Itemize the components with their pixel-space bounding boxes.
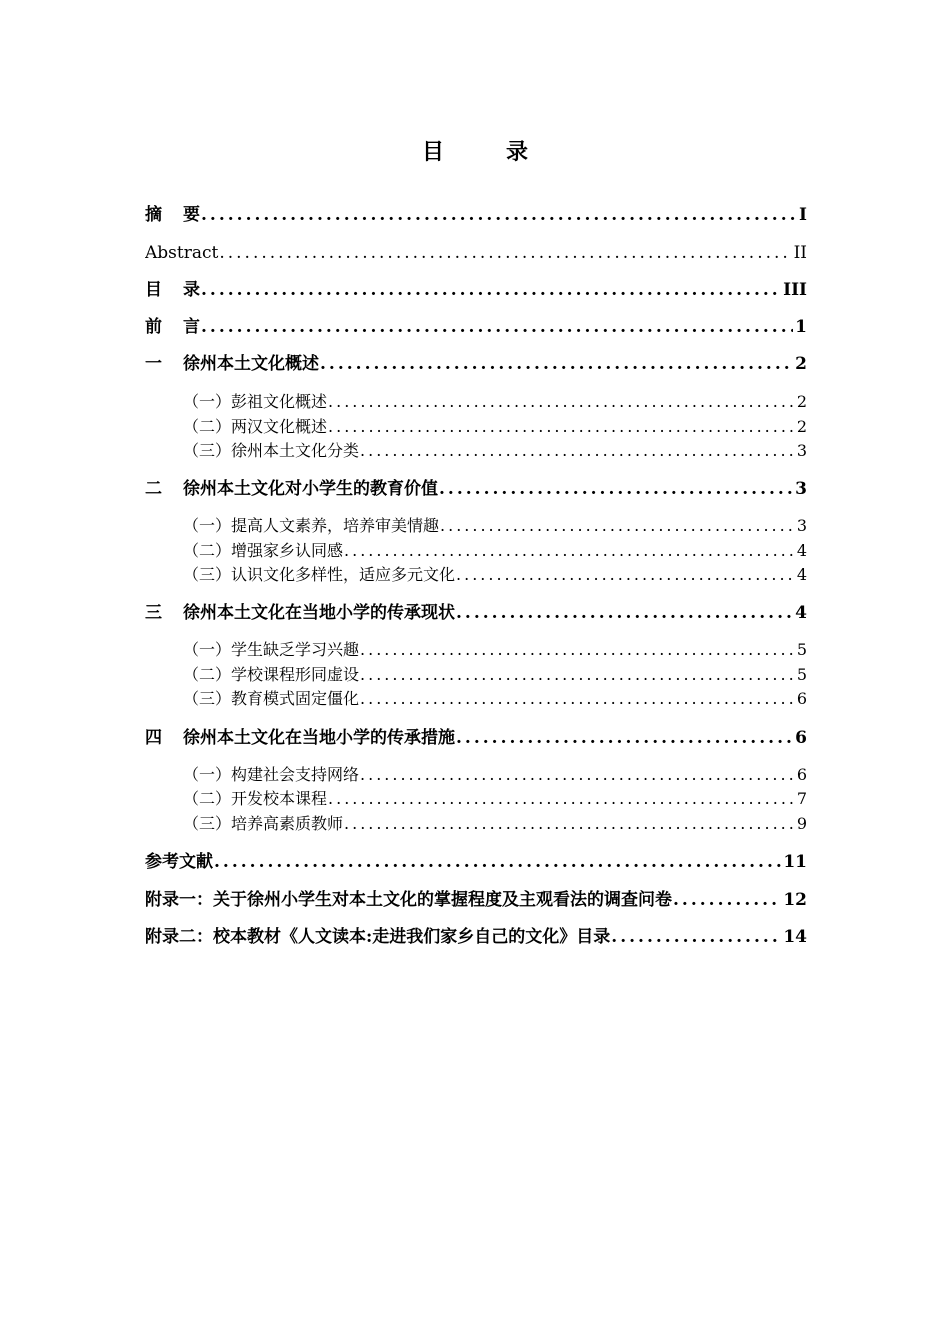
toc-entry-page: 2 [796,417,807,436]
toc-entry-page: 9 [796,814,807,833]
toc-entry-page: 2 [795,354,807,374]
toc-entry-section-4-1[interactable] [145,764,807,786]
toc-entry-number: 前 [145,317,162,337]
toc-entry-section-3-3[interactable] [145,688,807,710]
toc-entry-section-4-3[interactable] [145,813,807,835]
toc-entry-appendix-2[interactable] [145,925,807,949]
toc-entry-section-2-3[interactable] [145,564,807,586]
toc-entry-section-3-1[interactable] [145,639,807,661]
leader-dots [327,788,795,810]
toc-entry-page: 3 [796,516,807,535]
toc-entry-page: 3 [796,441,807,460]
toc-entry-label: 附录一：关于徐州小学生对本土文化的掌握程度及主观看法的调查问卷 [145,890,672,910]
toc-entry-label: Abstract [145,243,219,263]
toc-entry-number: 三 [145,603,162,623]
toc-entry-label: （一）学生缺乏学习兴趣 [183,640,360,659]
toc-entry-page: 4 [796,565,807,584]
leader-dots [319,352,793,376]
toc-entry-preface[interactable] [145,315,807,339]
leader-dots [343,540,795,562]
toc-title: 目 录 [421,140,548,165]
toc-entry-page: 7 [796,789,807,808]
toc-entry-label: 参考文献 [145,852,213,872]
leader-dots [218,241,791,265]
toc-entry-chapter-2[interactable] [145,477,807,501]
toc-entry-label: 徐州本土文化在当地小学的传承措施 [183,728,455,748]
toc-entry-label: 言 [183,317,200,337]
toc-entry-section-3-2[interactable] [145,664,807,686]
toc-entry-number: 摘 [145,205,162,225]
leader-dots [200,315,793,339]
toc-entry-page: 6 [795,728,807,748]
leader-dots [610,925,781,949]
leader-dots [455,726,793,750]
toc-entry-page: 6 [796,689,807,708]
toc-entry-page: 5 [796,665,807,684]
toc-entry-section-4-2[interactable] [145,788,807,810]
toc-entry-references[interactable] [145,850,807,874]
toc-entry-label: （二）学校课程形同虚设 [183,665,360,684]
toc-entry-page: 4 [795,603,807,623]
toc-entry-number: 四 [145,728,162,748]
toc-entry-label: （三）教育模式固定僵化 [183,689,360,708]
toc-entry-chapter-4[interactable] [145,726,807,750]
leader-dots [343,813,795,835]
leader-dots [672,888,781,912]
leader-dots [359,764,795,786]
toc-entry-label: （一）构建社会支持网络 [183,765,360,784]
leader-dots [359,664,795,686]
toc-entry-abstract-en[interactable] [145,241,807,265]
toc-entry-page: II [793,243,807,263]
toc-entry-label: （二）两汉文化概述 [183,417,328,436]
toc-entry-label: 徐州本土文化对小学生的教育价值 [183,479,438,499]
toc-entry-label: 徐州本土文化概述 [183,354,319,374]
toc-entry-label: （三）认识文化多样性，适应多元文化 [183,565,456,584]
toc-entry-section-1-3[interactable] [145,440,807,462]
toc-entry-page: 11 [783,852,807,872]
toc-entry-section-1-1[interactable] [145,391,807,413]
toc-entry-label: 徐州本土文化在当地小学的传承现状 [183,603,455,623]
toc-entry-page: 2 [796,392,807,411]
toc-entry-page: III [783,280,807,300]
toc-entry-label: （二）开发校本课程 [183,789,328,808]
toc-entry-label: （一）提高人文素养，培养审美情趣 [183,516,440,535]
toc-entry-page: I [799,205,807,225]
toc-entry-label: （三）徐州本土文化分类 [183,441,360,460]
leader-dots [200,203,797,227]
toc-entry-label: （一）彭祖文化概述 [183,392,328,411]
leader-dots [213,850,781,874]
leader-dots [327,416,795,438]
toc-entry-label: 录 [183,280,200,300]
leader-dots [438,477,793,501]
toc-entry-page: 3 [795,479,807,499]
leader-dots [200,278,781,302]
toc-entry-label: 附录二：校本教材《人文读本:走进我们家乡自己的文化》目录 [145,927,611,947]
toc-entry-contents[interactable] [145,278,807,302]
toc-entry-section-1-2[interactable] [145,416,807,438]
toc-entry-label: （三）培养高素质教师 [183,814,344,833]
toc-entry-chapter-3[interactable] [145,601,807,625]
toc-entry-page: 5 [796,640,807,659]
leader-dots [455,564,795,586]
toc-entry-label: （二）增强家乡认同感 [183,541,344,560]
toc-entry-appendix-1[interactable] [145,888,807,912]
toc-entry-number: 二 [145,479,162,499]
toc-entry-page: 6 [796,765,807,784]
toc-entry-page: 14 [783,927,807,947]
leader-dots [359,688,795,710]
leader-dots [359,639,795,661]
leader-dots [455,601,793,625]
toc-entry-page: 12 [783,890,807,910]
toc-entry-page: 1 [795,317,807,337]
leader-dots [439,515,795,537]
toc-entry-number: 一 [145,354,162,374]
toc-entry-page: 4 [796,541,807,560]
toc-entry-section-2-1[interactable] [145,515,807,537]
toc-entry-section-2-2[interactable] [145,540,807,562]
leader-dots [327,391,795,413]
toc-entry-chapter-1[interactable] [145,352,807,376]
leader-dots [359,440,795,462]
toc-entry-abstract-cn[interactable] [145,203,807,227]
toc-entry-label: 要 [183,205,200,225]
toc-entry-number: 目 [145,280,162,300]
